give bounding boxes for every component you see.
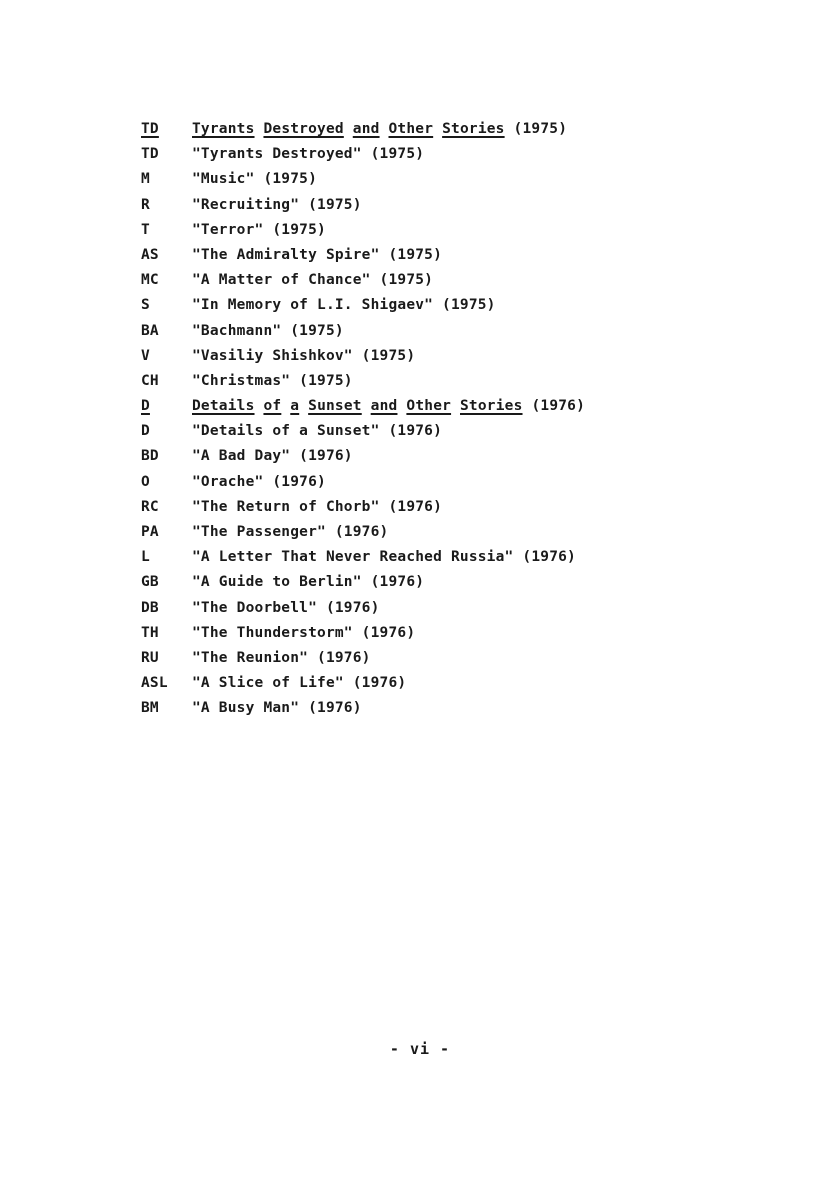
- story-title: "A Matter of Chance" (1975): [192, 272, 434, 289]
- story-title: "Music" (1975): [192, 171, 318, 188]
- collection-row: [141, 398, 781, 423]
- abbreviation: L: [141, 549, 150, 566]
- title-word: Stories: [442, 121, 505, 137]
- abbreviation: AS: [141, 246, 159, 263]
- title-word: Details: [192, 398, 255, 415]
- abbreviation: V: [141, 347, 150, 364]
- title-word: of: [263, 398, 282, 415]
- story-row: [141, 499, 781, 524]
- page-number: - vi -: [389, 1040, 451, 1058]
- story-title: "The Return of Chorb" (1976): [192, 498, 443, 515]
- story-row: [141, 448, 781, 473]
- story-title: "Recruiting" (1975): [192, 196, 362, 213]
- story-row: [141, 600, 781, 625]
- story-title: "Details of a Sunset" (1976): [192, 423, 443, 440]
- abbreviation: T: [141, 221, 150, 238]
- story-title: "Christmas" (1975): [192, 372, 353, 389]
- story-row: [141, 524, 781, 549]
- story-row: [141, 297, 781, 322]
- abbreviation: PA: [141, 524, 159, 540]
- story-row: [141, 625, 781, 650]
- story-title: "Tyrants Destroyed" (1975): [192, 146, 425, 163]
- story-row: [141, 423, 781, 448]
- abbreviation: BD: [141, 448, 159, 465]
- story-row: [141, 474, 781, 499]
- story-title: "A Guide to Berlin" (1976): [192, 574, 425, 591]
- story-title: "A Slice of Life" (1976): [192, 675, 407, 692]
- story-title: "Bachmann" (1975): [192, 322, 344, 339]
- story-title: "A Bad Day" (1976): [192, 448, 353, 465]
- story-row: [141, 222, 781, 247]
- abbreviation: BA: [141, 322, 159, 339]
- story-title: "A Letter That Never Reached Russia" (1976): [192, 549, 576, 566]
- collection-row: [141, 121, 781, 146]
- story-row: [141, 247, 781, 272]
- abbreviation: TD: [141, 146, 159, 163]
- story-row: [141, 549, 781, 574]
- story-title: "The Doorbell" (1976): [192, 599, 380, 616]
- story-row: [141, 574, 781, 599]
- story-row: [141, 171, 781, 196]
- title-word: Sunset: [308, 398, 362, 415]
- title-word: and: [352, 121, 380, 137]
- story-title: "The Reunion" (1976): [192, 649, 371, 666]
- abbreviation: CH: [141, 372, 159, 389]
- story-row: [141, 373, 781, 398]
- title-word: Other: [406, 398, 452, 415]
- title-word: Tyrants: [192, 121, 255, 137]
- abbreviation: TH: [141, 624, 159, 641]
- year: (1976): [531, 398, 586, 415]
- story-row: [141, 197, 781, 222]
- story-row: [141, 348, 781, 373]
- story-title: "Vasiliy Shishkov" (1975): [192, 347, 416, 364]
- story-title: "The Thunderstorm" (1976): [192, 624, 416, 641]
- abbreviation: D: [141, 398, 150, 415]
- story-title: "The Admiralty Spire" (1975): [192, 246, 443, 263]
- abbreviation: RU: [141, 649, 159, 666]
- abbreviation: ASL: [141, 675, 168, 692]
- title-word: Other: [388, 121, 434, 137]
- title-word: Destroyed: [263, 121, 344, 137]
- title-word: and: [370, 398, 398, 415]
- abbreviation: RC: [141, 498, 159, 515]
- abbreviation-list: [141, 121, 781, 726]
- title-word: Stories: [460, 398, 523, 415]
- abbreviation: MC: [141, 272, 159, 289]
- abbreviation: S: [141, 297, 150, 314]
- story-title: "In Memory of L.I. Shigaev" (1975): [192, 297, 496, 314]
- title-word: a: [290, 398, 300, 415]
- story-row: [141, 650, 781, 675]
- collection-title: [192, 121, 567, 137]
- abbreviation: O: [141, 473, 150, 490]
- abbreviation: BM: [141, 700, 159, 717]
- year: (1975): [513, 121, 568, 137]
- abbreviation: DB: [141, 599, 159, 616]
- story-row: [141, 146, 781, 171]
- abbreviation: D: [141, 423, 150, 440]
- story-row: [141, 272, 781, 297]
- abbreviation: M: [141, 171, 150, 188]
- story-row: [141, 323, 781, 348]
- story-title: "The Passenger" (1976): [192, 524, 389, 540]
- abbreviation: GB: [141, 574, 159, 591]
- story-row: [141, 700, 781, 725]
- abbreviation: TD: [141, 121, 159, 137]
- abbreviation: R: [141, 196, 150, 213]
- story-title: "A Busy Man" (1976): [192, 700, 362, 717]
- story-row: [141, 675, 781, 700]
- collection-title: [192, 398, 585, 414]
- story-title: "Orache" (1976): [192, 473, 326, 490]
- story-title: "Terror" (1975): [192, 221, 326, 238]
